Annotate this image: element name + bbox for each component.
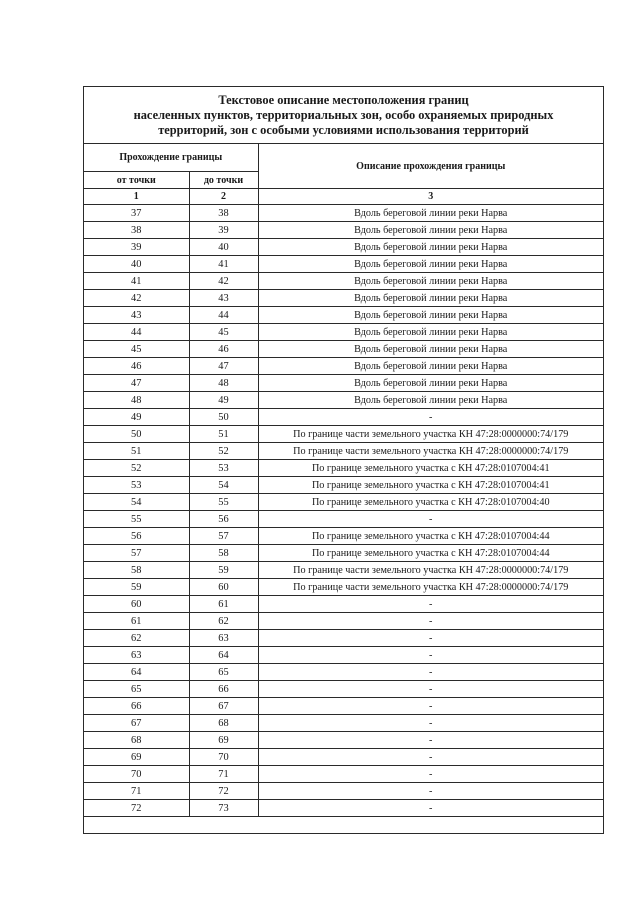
cell-to-point: 73: [189, 800, 258, 817]
cell-description: -: [258, 511, 603, 528]
cell-from-point: 50: [84, 426, 189, 443]
table-row: [84, 681, 603, 698]
cell-from-point: 42: [84, 290, 189, 307]
table-row: [84, 630, 603, 647]
cell-description: -: [258, 783, 603, 800]
cell-description: Вдоль береговой линии реки Нарва: [258, 256, 603, 273]
cell-to-point: 60: [189, 579, 258, 596]
cell-from-point: 46: [84, 358, 189, 375]
boundary-description-document: [83, 86, 604, 834]
table-row: [84, 749, 603, 766]
table-row: [84, 647, 603, 664]
cell-description: -: [258, 732, 603, 749]
cell-to-point: 72: [189, 783, 258, 800]
cell-description: -: [258, 715, 603, 732]
cell-description: -: [258, 613, 603, 630]
cell-to-point: 57: [189, 528, 258, 545]
cell-description: Вдоль береговой линии реки Нарва: [258, 392, 603, 409]
cell-from-point: 69: [84, 749, 189, 766]
table-row: [84, 545, 603, 562]
cell-to-point: 39: [189, 222, 258, 239]
title-line-3: территорий, зон с особыми условиями использования территорий: [158, 122, 529, 137]
cell-from-point: 56: [84, 528, 189, 545]
cell-to-point: 52: [189, 443, 258, 460]
cell-to-point: 58: [189, 545, 258, 562]
cell-from-point: 49: [84, 409, 189, 426]
cell-from-point: 39: [84, 239, 189, 256]
boundary-table: [84, 144, 603, 817]
cell-description: -: [258, 664, 603, 681]
cell-description: -: [258, 749, 603, 766]
table-row: [84, 783, 603, 800]
cell-to-point: 62: [189, 613, 258, 630]
table-row: [84, 307, 603, 324]
cell-description: По границе части земельного участка КН 47:28:0000000:74/179: [258, 443, 603, 460]
cell-to-point: 63: [189, 630, 258, 647]
cell-to-point: 43: [189, 290, 258, 307]
title-line-1: Текстовое описание местоположения границ: [218, 92, 469, 107]
cell-from-point: 65: [84, 681, 189, 698]
table-row: [84, 596, 603, 613]
cell-from-point: 44: [84, 324, 189, 341]
cell-to-point: 44: [189, 307, 258, 324]
table-row: [84, 562, 603, 579]
table-row: [84, 698, 603, 715]
cell-to-point: 47: [189, 358, 258, 375]
cell-description: Вдоль береговой линии реки Нарва: [258, 290, 603, 307]
cell-description: По границе земельного участка с КН 47:28:0107004:40: [258, 494, 603, 511]
cell-from-point: 48: [84, 392, 189, 409]
cell-from-point: 45: [84, 341, 189, 358]
cell-description: Вдоль береговой линии реки Нарва: [258, 239, 603, 256]
table-row: [84, 205, 603, 222]
title-line-2: населенных пунктов, территориальных зон, особо охраняемых природных: [133, 107, 554, 122]
table-row: [84, 426, 603, 443]
cell-to-point: 42: [189, 273, 258, 290]
cell-description: Вдоль береговой линии реки Нарва: [258, 222, 603, 239]
cell-from-point: 55: [84, 511, 189, 528]
table-row: [84, 256, 603, 273]
table-row: [84, 613, 603, 630]
table-row: [84, 477, 603, 494]
cell-description: Вдоль береговой линии реки Нарва: [258, 205, 603, 222]
cell-to-point: 54: [189, 477, 258, 494]
table-row: [84, 324, 603, 341]
table-row: [84, 528, 603, 545]
cell-from-point: 57: [84, 545, 189, 562]
cell-to-point: 49: [189, 392, 258, 409]
cell-to-point: 71: [189, 766, 258, 783]
table-row: [84, 290, 603, 307]
cell-description: По границе части земельного участка КН 47:28:0000000:74/179: [258, 562, 603, 579]
table-row: [84, 732, 603, 749]
cell-to-point: 61: [189, 596, 258, 613]
cell-description: По границе части земельного участка КН 47:28:0000000:74/179: [258, 426, 603, 443]
table-row: [84, 494, 603, 511]
table-row: [84, 460, 603, 477]
cell-from-point: 72: [84, 800, 189, 817]
cell-from-point: 52: [84, 460, 189, 477]
cell-from-point: 61: [84, 613, 189, 630]
cell-to-point: 68: [189, 715, 258, 732]
cell-from-point: 66: [84, 698, 189, 715]
cell-description: -: [258, 800, 603, 817]
cell-from-point: 71: [84, 783, 189, 800]
table-row: [84, 358, 603, 375]
table-row: [84, 664, 603, 681]
cell-to-point: 50: [189, 409, 258, 426]
cell-description: Вдоль береговой линии реки Нарва: [258, 324, 603, 341]
header-to-point: до точки: [189, 172, 258, 189]
table-row: [84, 766, 603, 783]
header-from-point: от точки: [84, 172, 189, 189]
table-row: [84, 511, 603, 528]
cell-to-point: 59: [189, 562, 258, 579]
cell-to-point: 65: [189, 664, 258, 681]
cell-from-point: 68: [84, 732, 189, 749]
cell-from-point: 47: [84, 375, 189, 392]
cell-from-point: 63: [84, 647, 189, 664]
cell-from-point: 43: [84, 307, 189, 324]
cell-description: -: [258, 630, 603, 647]
cell-description: Вдоль береговой линии реки Нарва: [258, 273, 603, 290]
cell-from-point: 37: [84, 205, 189, 222]
cell-to-point: 56: [189, 511, 258, 528]
cell-from-point: 59: [84, 579, 189, 596]
cell-description: -: [258, 409, 603, 426]
header-boundary-passage: Прохождение границы: [84, 144, 258, 172]
cell-description: По границе земельного участка с КН 47:28:0107004:44: [258, 545, 603, 562]
cell-description: -: [258, 647, 603, 664]
header-boundary-description: Описание прохождения границы: [258, 144, 603, 189]
cell-description: По границе земельного участка с КН 47:28:0107004:44: [258, 528, 603, 545]
table-row: [84, 222, 603, 239]
document-title: [84, 87, 603, 144]
cell-from-point: 67: [84, 715, 189, 732]
table-row: [84, 273, 603, 290]
column-number-3: 3: [258, 189, 603, 205]
column-number-1: 1: [84, 189, 189, 205]
cell-to-point: 45: [189, 324, 258, 341]
cell-description: -: [258, 681, 603, 698]
cell-from-point: 53: [84, 477, 189, 494]
cell-from-point: 40: [84, 256, 189, 273]
table-body: [84, 205, 603, 817]
column-number-2: 2: [189, 189, 258, 205]
cell-from-point: 38: [84, 222, 189, 239]
cell-description: -: [258, 698, 603, 715]
cell-from-point: 41: [84, 273, 189, 290]
cell-to-point: 64: [189, 647, 258, 664]
cell-description: Вдоль береговой линии реки Нарва: [258, 358, 603, 375]
table-row: [84, 579, 603, 596]
cell-from-point: 58: [84, 562, 189, 579]
cell-to-point: 69: [189, 732, 258, 749]
cell-from-point: 51: [84, 443, 189, 460]
table-row: [84, 715, 603, 732]
cell-to-point: 67: [189, 698, 258, 715]
table-row: [84, 443, 603, 460]
cell-from-point: 60: [84, 596, 189, 613]
cell-description: По границе земельного участка с КН 47:28:0107004:41: [258, 460, 603, 477]
cell-to-point: 40: [189, 239, 258, 256]
cell-to-point: 51: [189, 426, 258, 443]
cell-description: -: [258, 766, 603, 783]
cell-description: По границе части земельного участка КН 47:28:0000000:74/179: [258, 579, 603, 596]
cell-to-point: 66: [189, 681, 258, 698]
table-row: [84, 341, 603, 358]
cell-description: Вдоль береговой линии реки Нарва: [258, 341, 603, 358]
cell-description: -: [258, 596, 603, 613]
cell-to-point: 38: [189, 205, 258, 222]
table-row: [84, 800, 603, 817]
cell-to-point: 48: [189, 375, 258, 392]
table-row: [84, 409, 603, 426]
table-row: [84, 375, 603, 392]
cell-from-point: 64: [84, 664, 189, 681]
cell-to-point: 53: [189, 460, 258, 477]
cell-from-point: 70: [84, 766, 189, 783]
table-row: [84, 392, 603, 409]
cell-from-point: 54: [84, 494, 189, 511]
cell-to-point: 46: [189, 341, 258, 358]
table-row: [84, 239, 603, 256]
cell-to-point: 70: [189, 749, 258, 766]
cell-description: Вдоль береговой линии реки Нарва: [258, 375, 603, 392]
cell-description: По границе земельного участка с КН 47:28:0107004:41: [258, 477, 603, 494]
cell-description: Вдоль береговой линии реки Нарва: [258, 307, 603, 324]
cell-from-point: 62: [84, 630, 189, 647]
cell-to-point: 55: [189, 494, 258, 511]
cell-to-point: 41: [189, 256, 258, 273]
